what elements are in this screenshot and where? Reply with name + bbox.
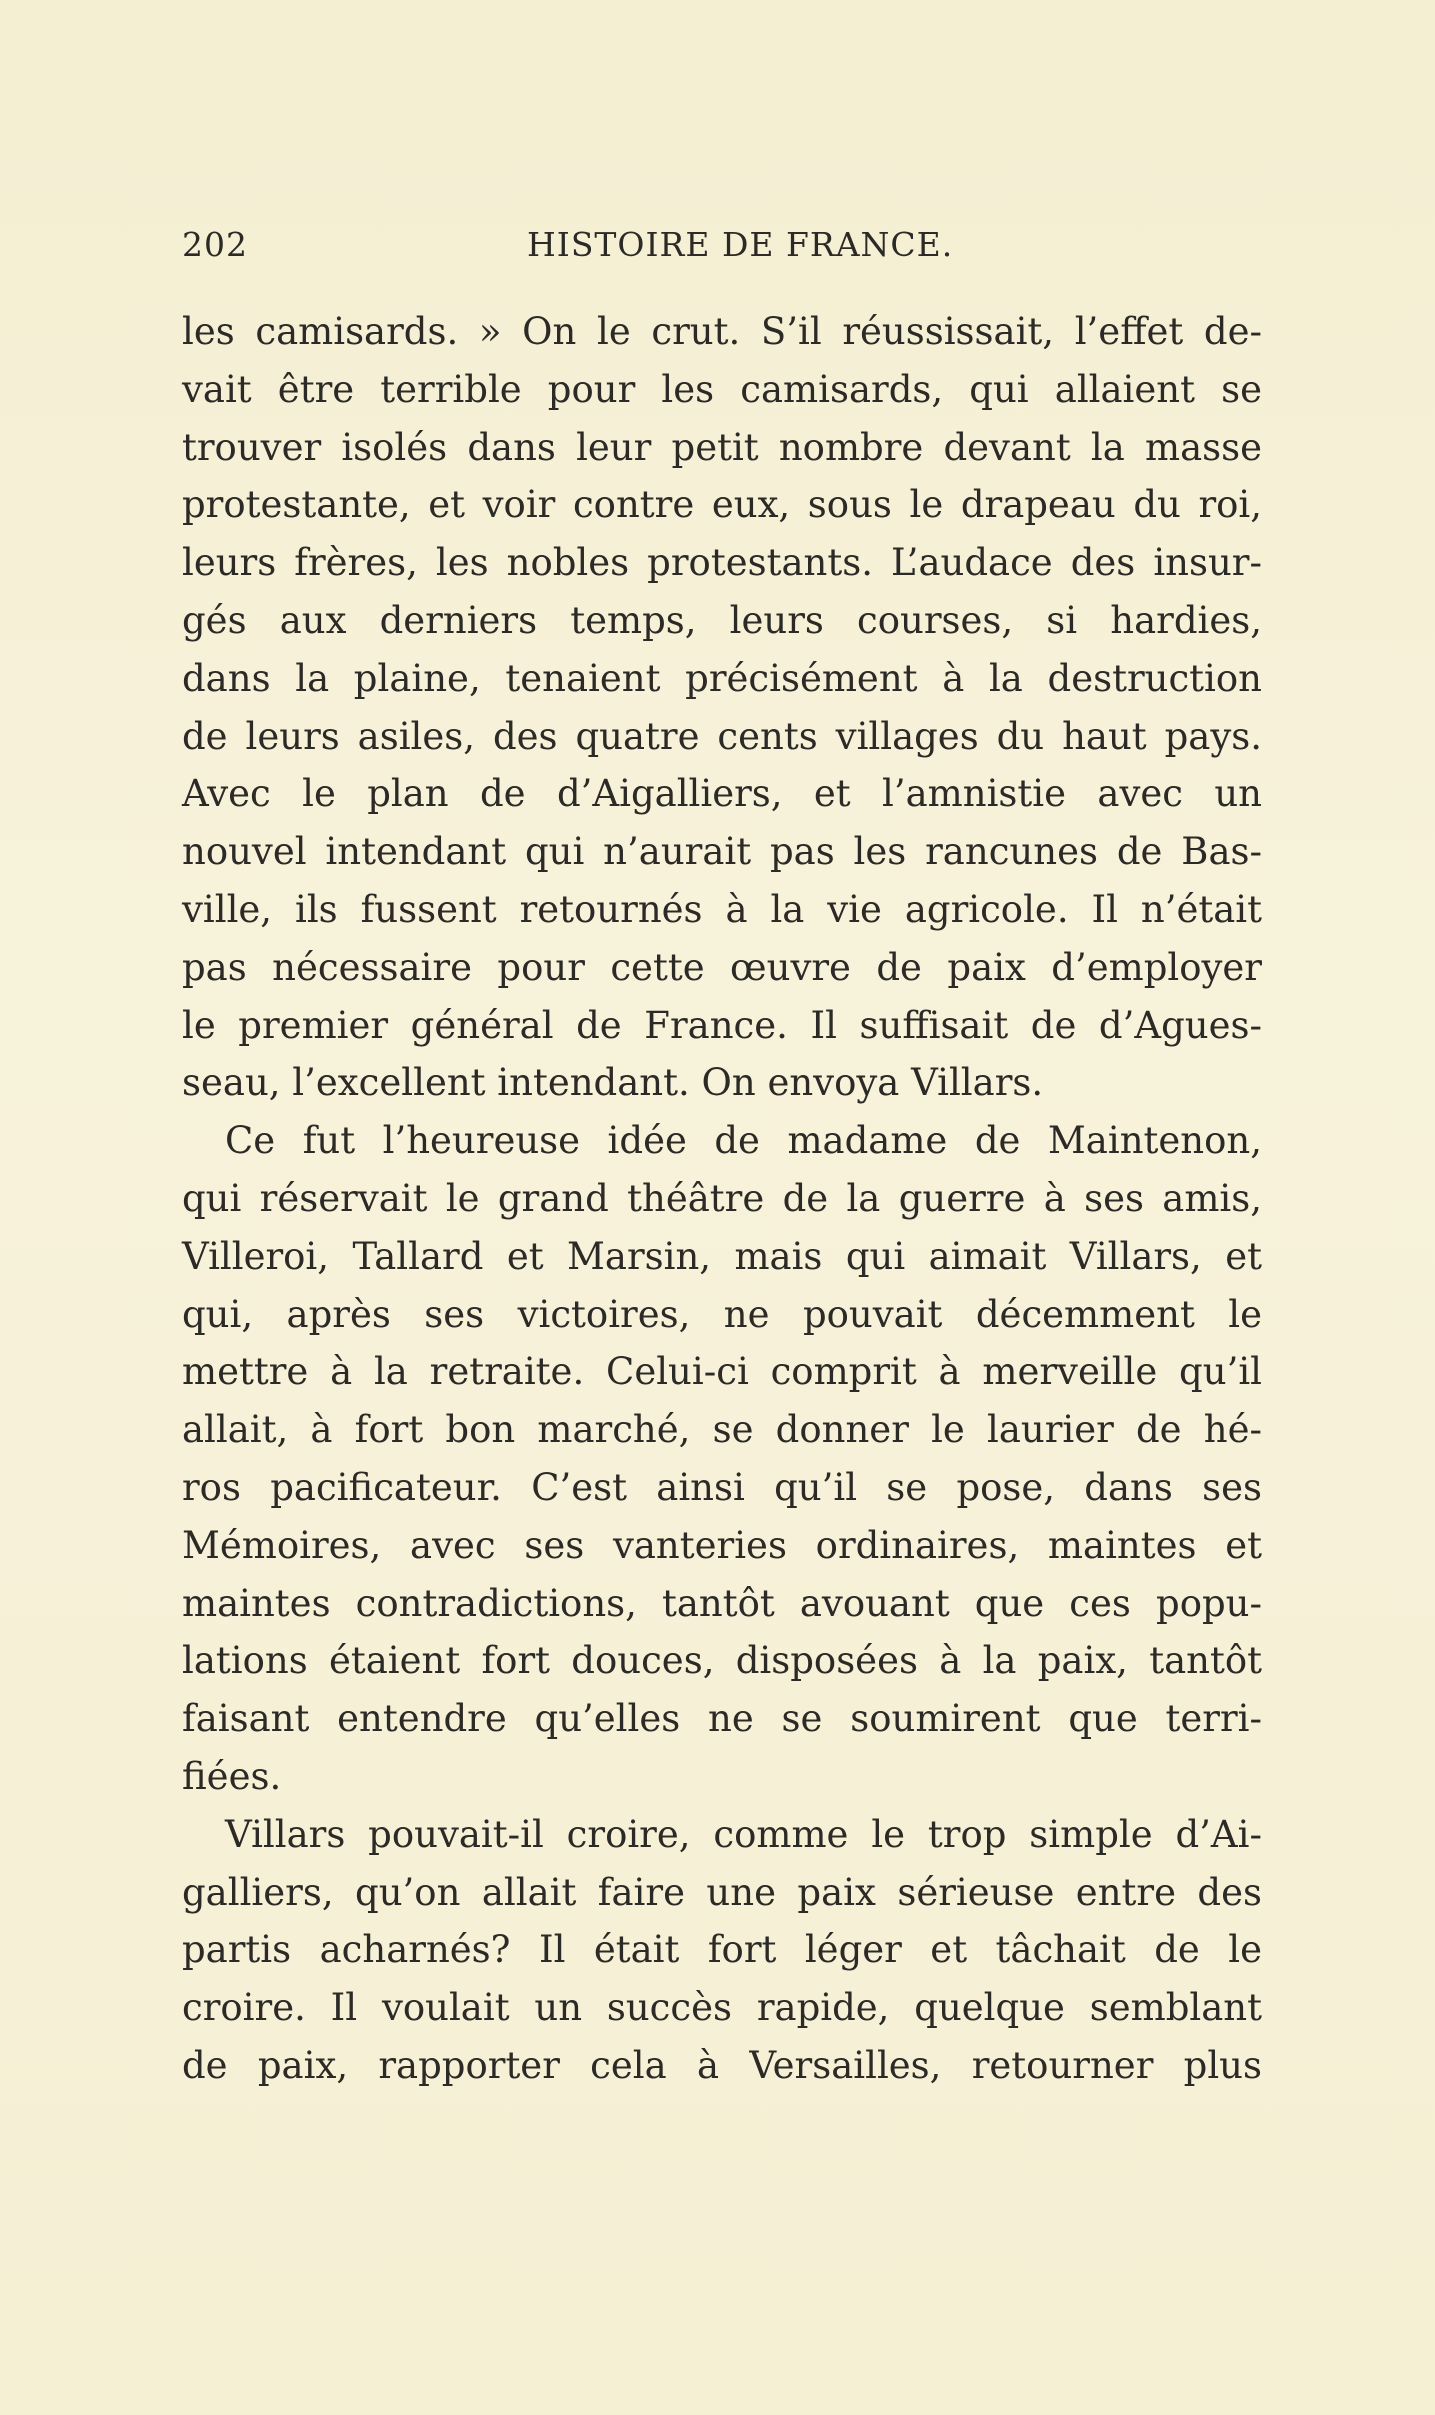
text-line: Mémoires, avec ses vanteries ordinaires, maintes et	[182, 1523, 1262, 1567]
book-page	[182, 225, 1262, 2087]
text-line: qui, après ses victoires, ne pouvait décemment le	[182, 1292, 1262, 1336]
running-title: HISTOIRE DE FRANCE.	[527, 225, 954, 264]
text-line: croire. Il voulait un succès rapide, quelque semblant	[182, 1986, 1262, 2030]
paragraph-2	[182, 1112, 1262, 1806]
text-line: maintes contradictions, tantôt avouant que ces popu-	[182, 1581, 1262, 1625]
text-line: leurs frères, les nobles protestants. L’audace des insur-	[182, 541, 1262, 585]
text-line: protestante, et voir contre eux, sous le drapeau du roi,	[182, 483, 1262, 527]
text-line: faisant entendre qu’elles ne se soumirent que terri-	[182, 1697, 1262, 1741]
text-line: allait, à fort bon marché, se donner le laurier de hé-	[182, 1408, 1262, 1452]
text-line: Villeroi, Tallard et Marsin, mais qui aimait Villars, et	[182, 1234, 1262, 1278]
text-line: fiées.	[182, 1754, 282, 1798]
text-line: pas nécessaire pour cette œuvre de paix d’employer	[182, 945, 1262, 989]
text-line: galliers, qu’on allait faire une paix sérieuse entre des	[182, 1870, 1262, 1914]
text-line: ros pacificateur. C’est ainsi qu’il se pose, dans ses	[182, 1465, 1262, 1509]
text-line: gés aux derniers temps, leurs courses, si hardies,	[182, 598, 1262, 642]
text-line: le premier général de France. Il suffisait de d’Agues-	[182, 1003, 1262, 1047]
body-text	[182, 303, 1262, 2095]
text-line: Ce fut l’heureuse idée de madame de Maintenon,	[225, 1119, 1262, 1163]
text-line: les camisards. » On le crut. S’il réussissait, l’effet de-	[182, 310, 1262, 353]
text-line: vait être terrible pour les camisards, qui allaient se	[182, 367, 1262, 411]
paragraph-3	[182, 1806, 1262, 2095]
text-line: de leurs asiles, des quatre cents villages du haut pays.	[182, 714, 1262, 758]
running-head	[182, 225, 1262, 285]
text-line: lations étaient fort douces, disposées à la paix, tantôt	[182, 1639, 1262, 1683]
text-line: nouvel intendant qui n’aurait pas les rancunes de Bas-	[182, 830, 1262, 874]
page-number: 202	[182, 225, 248, 264]
text-line: dans la plaine, tenaient précisément à la destruction	[182, 656, 1262, 700]
text-line: partis acharnés? Il était fort léger et tâchait de le	[182, 1928, 1262, 1972]
text-line: qui réservait le grand théâtre de la guerre à ses amis,	[182, 1176, 1262, 1220]
text-line: trouver isolés dans leur petit nombre devant la masse	[182, 425, 1262, 469]
text-line: Avec le plan de d’Aigalliers, et l’amnistie avec un	[182, 772, 1262, 816]
text-line: de paix, rapporter cela à Versailles, retourner plus	[182, 2043, 1262, 2087]
paragraph-1	[182, 303, 1262, 1112]
text-line: seau, l’excellent intendant. On envoya Villars.	[182, 1061, 1044, 1105]
text-line: Villars pouvait-il croire, comme le trop simple d’Ai-	[225, 1812, 1262, 1856]
text-line: ville, ils fussent retournés à la vie agricole. Il n’était	[182, 887, 1262, 931]
text-line: mettre à la retraite. Celui-ci comprit à merveille qu’il	[182, 1350, 1262, 1394]
